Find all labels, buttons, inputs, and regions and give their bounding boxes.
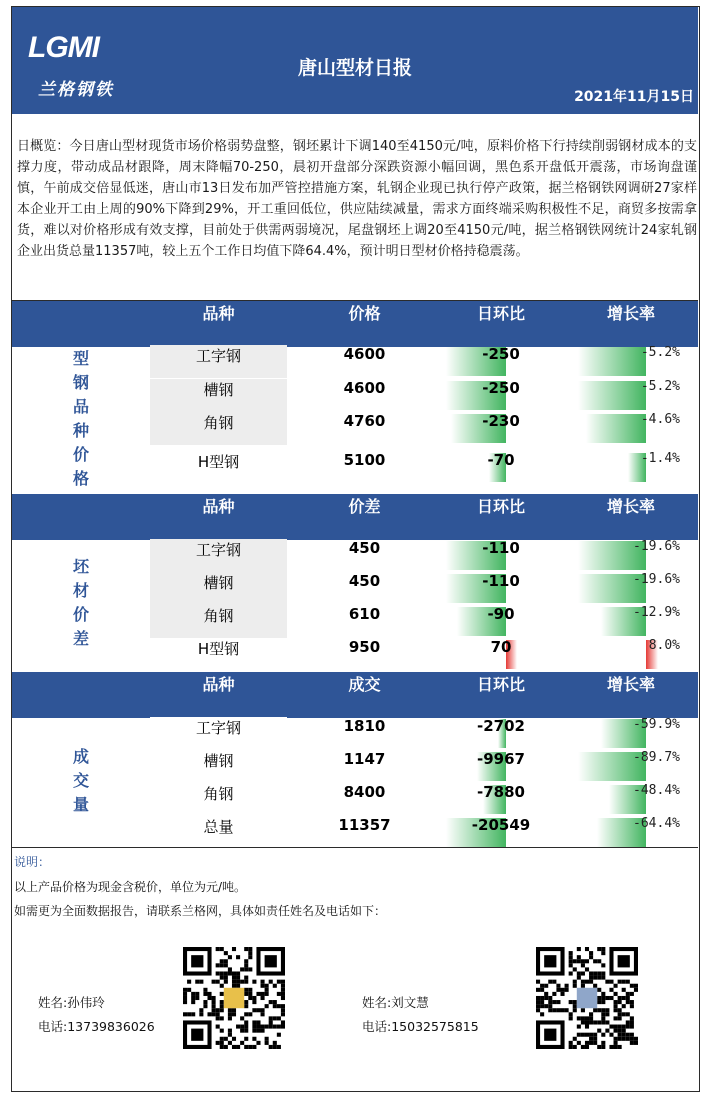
table-row xyxy=(12,412,698,445)
product-name: 槽钢 xyxy=(203,381,234,399)
rate-value: -48.4% xyxy=(633,783,680,798)
column-header: 价格 xyxy=(348,304,381,323)
rate-cell xyxy=(564,345,698,378)
rate-data-bar xyxy=(578,381,646,410)
value-cell: 950 xyxy=(348,638,381,656)
table-row xyxy=(12,816,698,849)
notes-line-price: 以上产品价格为现金含税价，单位为元/吨。 xyxy=(14,880,247,894)
column-header: 增长率 xyxy=(606,675,655,694)
change-value: -9967 xyxy=(477,750,525,768)
product-name: 槽钢 xyxy=(203,574,234,592)
change-cell xyxy=(436,816,566,849)
column-header: 增长率 xyxy=(606,497,655,516)
column-header: 增长率 xyxy=(606,304,655,323)
product-name: 工字钢 xyxy=(195,347,241,365)
rate-value: -12.9% xyxy=(633,605,680,620)
section-label: 型 钢 品 种 价 格 xyxy=(72,349,89,488)
report-title: 唐山型材日报 xyxy=(297,57,412,79)
rate-cell xyxy=(564,539,698,572)
change-cell xyxy=(436,451,566,484)
product-name: 工字钢 xyxy=(195,719,241,737)
rate-cell xyxy=(564,605,698,638)
contact-2-name: 姓名:刘文慧 xyxy=(362,995,429,1010)
product-name: 角钢 xyxy=(203,607,234,625)
change-cell xyxy=(436,605,566,638)
rate-cell xyxy=(564,572,698,605)
change-cell xyxy=(436,379,566,412)
notes-line-contact: 如需更为全面数据报告，请联系兰格网，具体如责任姓名及电话如下： xyxy=(14,904,387,918)
logo-subtitle: 兰格钢铁 xyxy=(38,80,114,100)
rate-value: -59.9% xyxy=(633,717,680,732)
change-cell xyxy=(436,412,566,445)
rate-cell xyxy=(564,816,698,849)
table-row xyxy=(12,539,698,572)
column-header: 品种 xyxy=(202,304,235,323)
rate-cell xyxy=(564,717,698,750)
rate-cell xyxy=(564,750,698,783)
change-value: -250 xyxy=(482,345,520,363)
table-header-band xyxy=(12,494,698,540)
rate-value: -89.7% xyxy=(633,750,680,765)
value-cell: 4760 xyxy=(343,412,386,430)
rate-data-bar xyxy=(586,414,646,443)
column-header: 日环比 xyxy=(476,497,525,516)
column-header: 日环比 xyxy=(476,675,525,694)
value-cell: 610 xyxy=(348,605,381,623)
rate-data-bar xyxy=(578,347,646,376)
rate-value: 8.0% xyxy=(648,638,680,653)
table-header-band xyxy=(12,301,698,347)
qr-code-icon xyxy=(536,947,638,1049)
contact-2-phone: 电话:15032575815 xyxy=(362,1019,479,1034)
table-row xyxy=(12,717,698,750)
report-frame xyxy=(11,6,700,1092)
value-cell: 5100 xyxy=(343,451,386,469)
column-header: 品种 xyxy=(202,675,235,694)
report-date: 2021年11月15日 xyxy=(574,89,694,105)
rate-value: -19.6% xyxy=(633,572,680,587)
change-value: -70 xyxy=(487,451,515,469)
value-cell: 11357 xyxy=(338,816,391,834)
section-label: 成 交 量 xyxy=(72,747,89,814)
product-name: 工字钢 xyxy=(195,541,241,559)
table-row xyxy=(12,750,698,783)
product-name: 槽钢 xyxy=(203,752,234,770)
change-value: -2702 xyxy=(477,717,525,735)
report-header xyxy=(12,7,698,114)
notes-title: 说明： xyxy=(14,855,51,869)
value-cell: 4600 xyxy=(343,345,386,363)
rate-cell xyxy=(564,783,698,816)
value-cell: 1810 xyxy=(343,717,386,735)
change-cell xyxy=(436,717,566,750)
table-row xyxy=(12,345,698,378)
column-header: 日环比 xyxy=(476,304,525,323)
change-value: -250 xyxy=(482,379,520,397)
table-header-band xyxy=(12,672,698,718)
table-row xyxy=(12,638,698,671)
qr-code-icon xyxy=(183,947,285,1049)
table-row xyxy=(12,572,698,605)
rate-cell xyxy=(564,638,698,671)
rate-value: -5.2% xyxy=(640,345,680,360)
change-value: -230 xyxy=(482,412,520,430)
product-name: H型钢 xyxy=(197,640,240,658)
rate-value: -4.6% xyxy=(640,412,680,427)
product-name: H型钢 xyxy=(197,453,240,471)
product-name: 角钢 xyxy=(203,414,234,432)
rate-value: -64.4% xyxy=(633,816,680,831)
column-header: 价差 xyxy=(348,497,381,516)
logo-text: LGMI xyxy=(28,31,99,64)
change-cell xyxy=(436,539,566,572)
rate-value: -19.6% xyxy=(633,539,680,554)
value-cell: 8400 xyxy=(343,783,386,801)
product-name: 总量 xyxy=(203,818,234,836)
section-label: 坯 材 价 差 xyxy=(72,557,89,648)
change-value: -7880 xyxy=(477,783,525,801)
change-cell xyxy=(436,783,566,816)
value-cell: 450 xyxy=(348,572,381,590)
contact-1-phone: 电话:13739836026 xyxy=(38,1019,155,1034)
value-cell: 450 xyxy=(348,539,381,557)
daily-overview: 日概览：今日唐山型材现货市场价格弱势盘整，钢坯累计下调140至4150元/吨，原料价格下行持续削弱钢材成本的支撑力度，带动成品材跟降，周末降幅70-250，晨初开盘部分深跌资源小幅回调，黑色系开盘低开震荡，市场询盘谨慎，午前成交倍显低迷，唐山市13日发布加严管控措施方案，轧钢企业现已执行停产政策，据兰格钢铁网调研27家样本企业开工由上周的90%下降到29%，开工重回低位，供应陆续减量，需求方面终端采购积极性不足，商贸多按需拿货，难以对价格形成有效支撑，目前处于供需两弱境况，尾盘钢坯上调20至4150元/吨，据兰格钢铁网统计24家轧钢企业出货总量11357吨，较上五个工作日均值下降64.4%，预计明日型材价格持稳震荡。 xyxy=(17,139,697,259)
rate-value: -1.4% xyxy=(640,451,680,466)
table-row xyxy=(12,783,698,816)
column-header: 成交 xyxy=(348,675,381,694)
table-row xyxy=(12,605,698,638)
change-value: -110 xyxy=(482,572,520,590)
column-header: 品种 xyxy=(202,497,235,516)
change-cell xyxy=(436,638,566,671)
table-row xyxy=(12,451,698,484)
contact-1-name: 姓名:孙伟玲 xyxy=(38,995,105,1010)
divider xyxy=(12,847,698,848)
change-cell xyxy=(436,750,566,783)
rate-cell xyxy=(564,412,698,445)
change-value: -110 xyxy=(482,539,520,557)
change-value: -90 xyxy=(487,605,515,623)
rate-cell xyxy=(564,451,698,484)
value-cell: 4600 xyxy=(343,379,386,397)
change-cell xyxy=(436,572,566,605)
value-cell: 1147 xyxy=(343,750,386,768)
change-value: -20549 xyxy=(471,816,531,834)
rate-cell xyxy=(564,379,698,412)
table-row xyxy=(12,379,698,412)
product-name: 角钢 xyxy=(203,785,234,803)
change-value: 70 xyxy=(490,638,512,656)
change-cell xyxy=(436,345,566,378)
rate-value: -5.2% xyxy=(640,379,680,394)
